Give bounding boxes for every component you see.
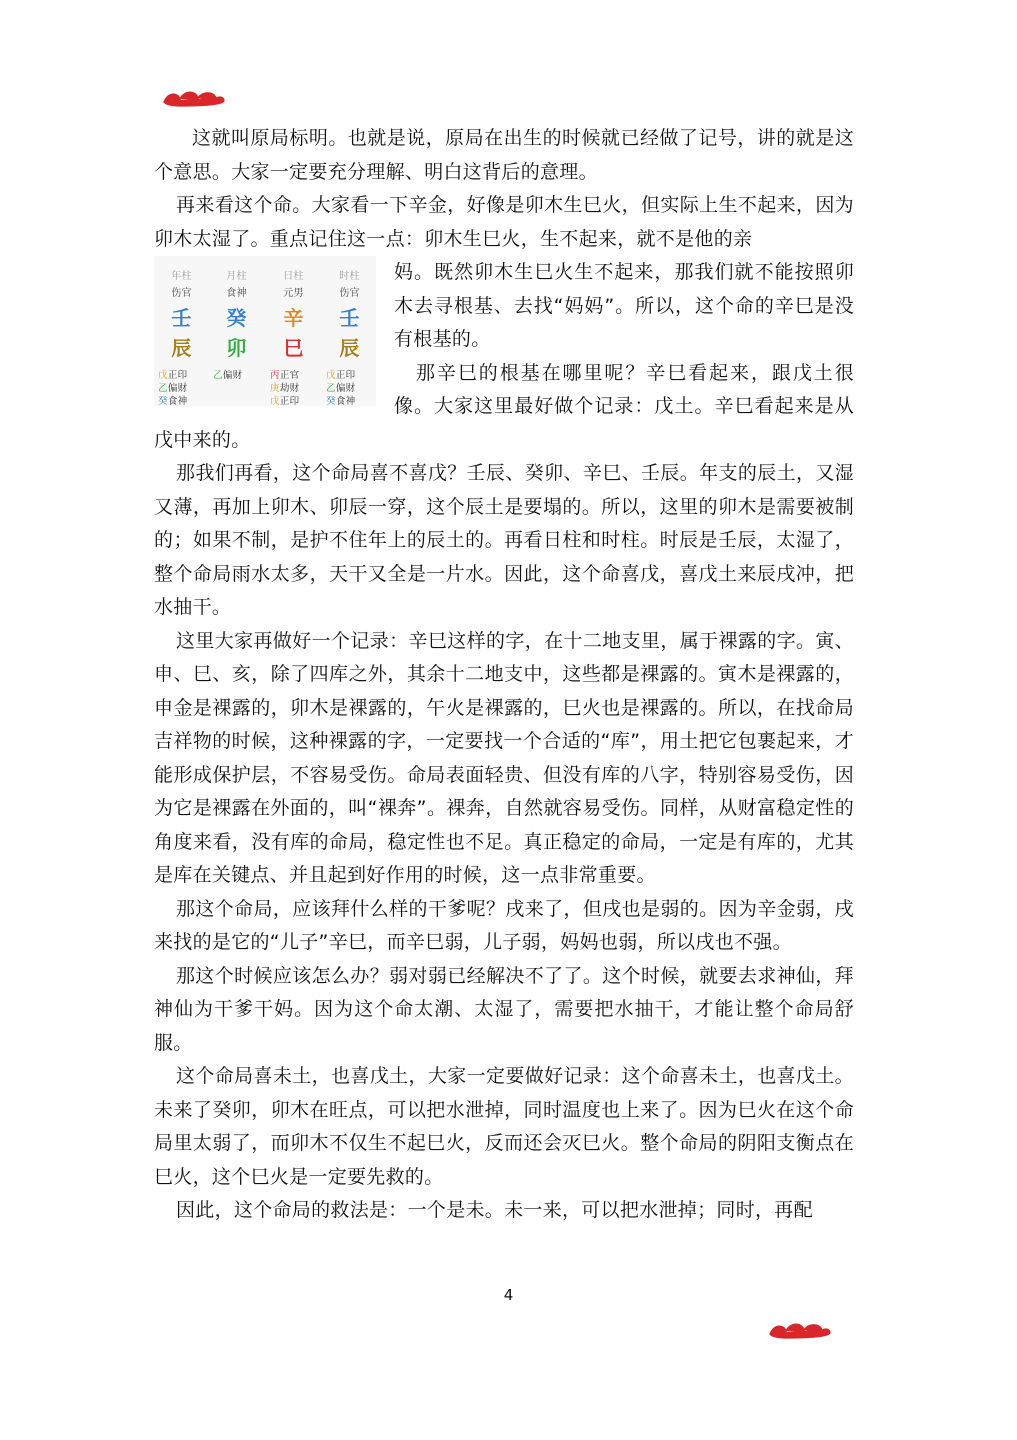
ten-god-label: 伤官 bbox=[339, 288, 360, 299]
paragraph-3: 那辛巳的根基在哪里呢？辛巳看起来，跟戊土很像。大家这里最好做个记录：戊土。辛巳看起来是从戊中来的。 bbox=[154, 361, 854, 451]
paragraph-2-continued: 妈。既然卯木生巳火生不起来，那我们就不能按照卯木去寻根基、去找“妈妈”。所以，这个命的辛巳是没有根基的。 bbox=[394, 261, 854, 350]
paragraph-8: 这个命局喜未土，也喜戊土，大家一定要做好记录：这个命喜未土，也喜戊土。未来了癸卯，卯木在旺点，可以把水泄掉，同时温度也上来了。因为巳火在这个命局里太弱了，而卯木不仅生不起巳火，反而还会灭巳火。整个命局的阴阳支衡点在巳火，这个巳火是一定要先救的。 bbox=[154, 1065, 854, 1188]
hidden-stem-row: 庚劫财 bbox=[270, 383, 300, 394]
ten-god-label: 伤官 bbox=[171, 288, 192, 299]
paragraph-9: 因此，这个命局的救法是：一个是未。未一来，可以把水泄掉；同时，再配 bbox=[176, 1199, 813, 1221]
ten-god-label: 食神 bbox=[226, 288, 247, 299]
hidden-stem-row: 戊正印 bbox=[158, 370, 188, 381]
bazi-column bbox=[154, 270, 209, 408]
heavenly-stem: 癸 bbox=[226, 306, 247, 330]
hidden-stems bbox=[209, 369, 264, 382]
paragraph-5: 这里大家再做好一个记录：辛巳这样的字，在十二地支里，属于裸露的字。寅、申、巳、亥，除了四库之外，其余十二地支中，这些都是裸露的。寅木是裸露的，申金是裸露的，卯木是裸露的，午火是裸露的，巳火也是裸露的。所以，在找命局吉祥物的时候，这种裸露的字，一定要找一个合适的“库”，用土把它包裹起来，才能形成保护层，不容易受伤。命局表面轻贵、但没有库的八字，特别容易受伤，因为它是裸露在外面的，叫“裸奔”。裸奔，自然就容易受伤。同样，从财富稳定性的角度来看，没有库的命局，稳定性也不足。真正稳定的命局，一定是有库的，尤其是库在关键点、并且起到好作用的时候，这一点非常重要。 bbox=[154, 629, 854, 886]
pillar-position-label: 时柱 bbox=[339, 271, 360, 282]
cloud-ornament-top-icon bbox=[162, 88, 226, 110]
ten-god-label: 元男 bbox=[283, 288, 304, 299]
hidden-stem-row: 乙偏财 bbox=[158, 383, 188, 394]
paragraph-1: 这就叫原局标明。也就是说，原局在出生的时候就已经做了记号，讲的就是这个意思。大家一定要充分理解、明白这背后的意理。 bbox=[154, 127, 854, 183]
hidden-stem-row: 戊正印 bbox=[270, 396, 300, 407]
heavenly-stem: 壬 bbox=[339, 306, 360, 330]
hidden-stem-row: 丙正官 bbox=[270, 370, 300, 381]
paragraph-2: 再来看这个命。大家看一下辛金，好像是卯木生巳火，但实际上生不起来，因为卯木太湿了。重点记住这一点：卯木生巳火，生不起来，就不是他的亲 bbox=[154, 194, 854, 250]
hidden-stem-row: 癸食神 bbox=[326, 396, 356, 407]
bazi-column bbox=[322, 270, 377, 408]
paragraph-4: 那我们再看，这个命局喜不喜戊？壬辰、癸卯、辛巳、壬辰。年支的辰土，又湿又薄，再加上卯木、卯辰一穿，这个辰土是要塌的。所以，这里的卯木是需要被制的；如果不制，是护不住年上的辰土的。再看日柱和时柱。时辰是壬辰，太湿了，整个命局雨水太多，天干又全是一片水。因此，这个命喜戊，喜戊土来辰戌冲，把水抽干。 bbox=[154, 462, 854, 618]
bazi-column bbox=[266, 270, 321, 408]
cloud-ornament-bottom-icon bbox=[768, 1320, 832, 1342]
hidden-stem-row: 乙偏财 bbox=[326, 383, 356, 394]
hidden-stem-row: 癸食神 bbox=[158, 396, 188, 407]
article-body bbox=[154, 122, 854, 1228]
earthly-branch: 辰 bbox=[171, 336, 192, 360]
pillar-position-label: 月柱 bbox=[226, 271, 247, 282]
earthly-branch: 卯 bbox=[226, 336, 247, 360]
earthly-branch: 辰 bbox=[339, 336, 360, 360]
paragraph-6: 那这个命局，应该拜什么样的干爹呢？戌来了，但戌也是弱的。因为辛金弱，戌来找的是它的“儿子”辛巳，而辛巳弱，儿子弱，妈妈也弱，所以戌也不强。 bbox=[154, 897, 854, 953]
bazi-column bbox=[209, 270, 264, 382]
heavenly-stem: 壬 bbox=[171, 306, 192, 330]
heavenly-stem: 辛 bbox=[283, 306, 304, 330]
earthly-branch: 巳 bbox=[283, 336, 304, 360]
hidden-stems bbox=[322, 369, 377, 408]
hidden-stems bbox=[266, 369, 321, 408]
hidden-stem-row: 乙偏财 bbox=[213, 370, 243, 381]
pillar-position-label: 日柱 bbox=[283, 271, 304, 282]
bazi-chart bbox=[154, 256, 376, 406]
hidden-stems bbox=[154, 369, 209, 408]
page-number: 4 bbox=[503, 1286, 514, 1304]
pillar-position-label: 年柱 bbox=[171, 271, 192, 282]
paragraph-7: 那这个时候应该怎么办？弱对弱已经解决不了了。这个时候，就要去求神仙，拜神仙为干爹干妈。因为这个命太潮、太湿了，需要把水抽干，才能让整个命局舒服。 bbox=[154, 964, 854, 1054]
paragraph-wrap-block bbox=[154, 189, 854, 457]
hidden-stem-row: 戊正印 bbox=[326, 370, 356, 381]
